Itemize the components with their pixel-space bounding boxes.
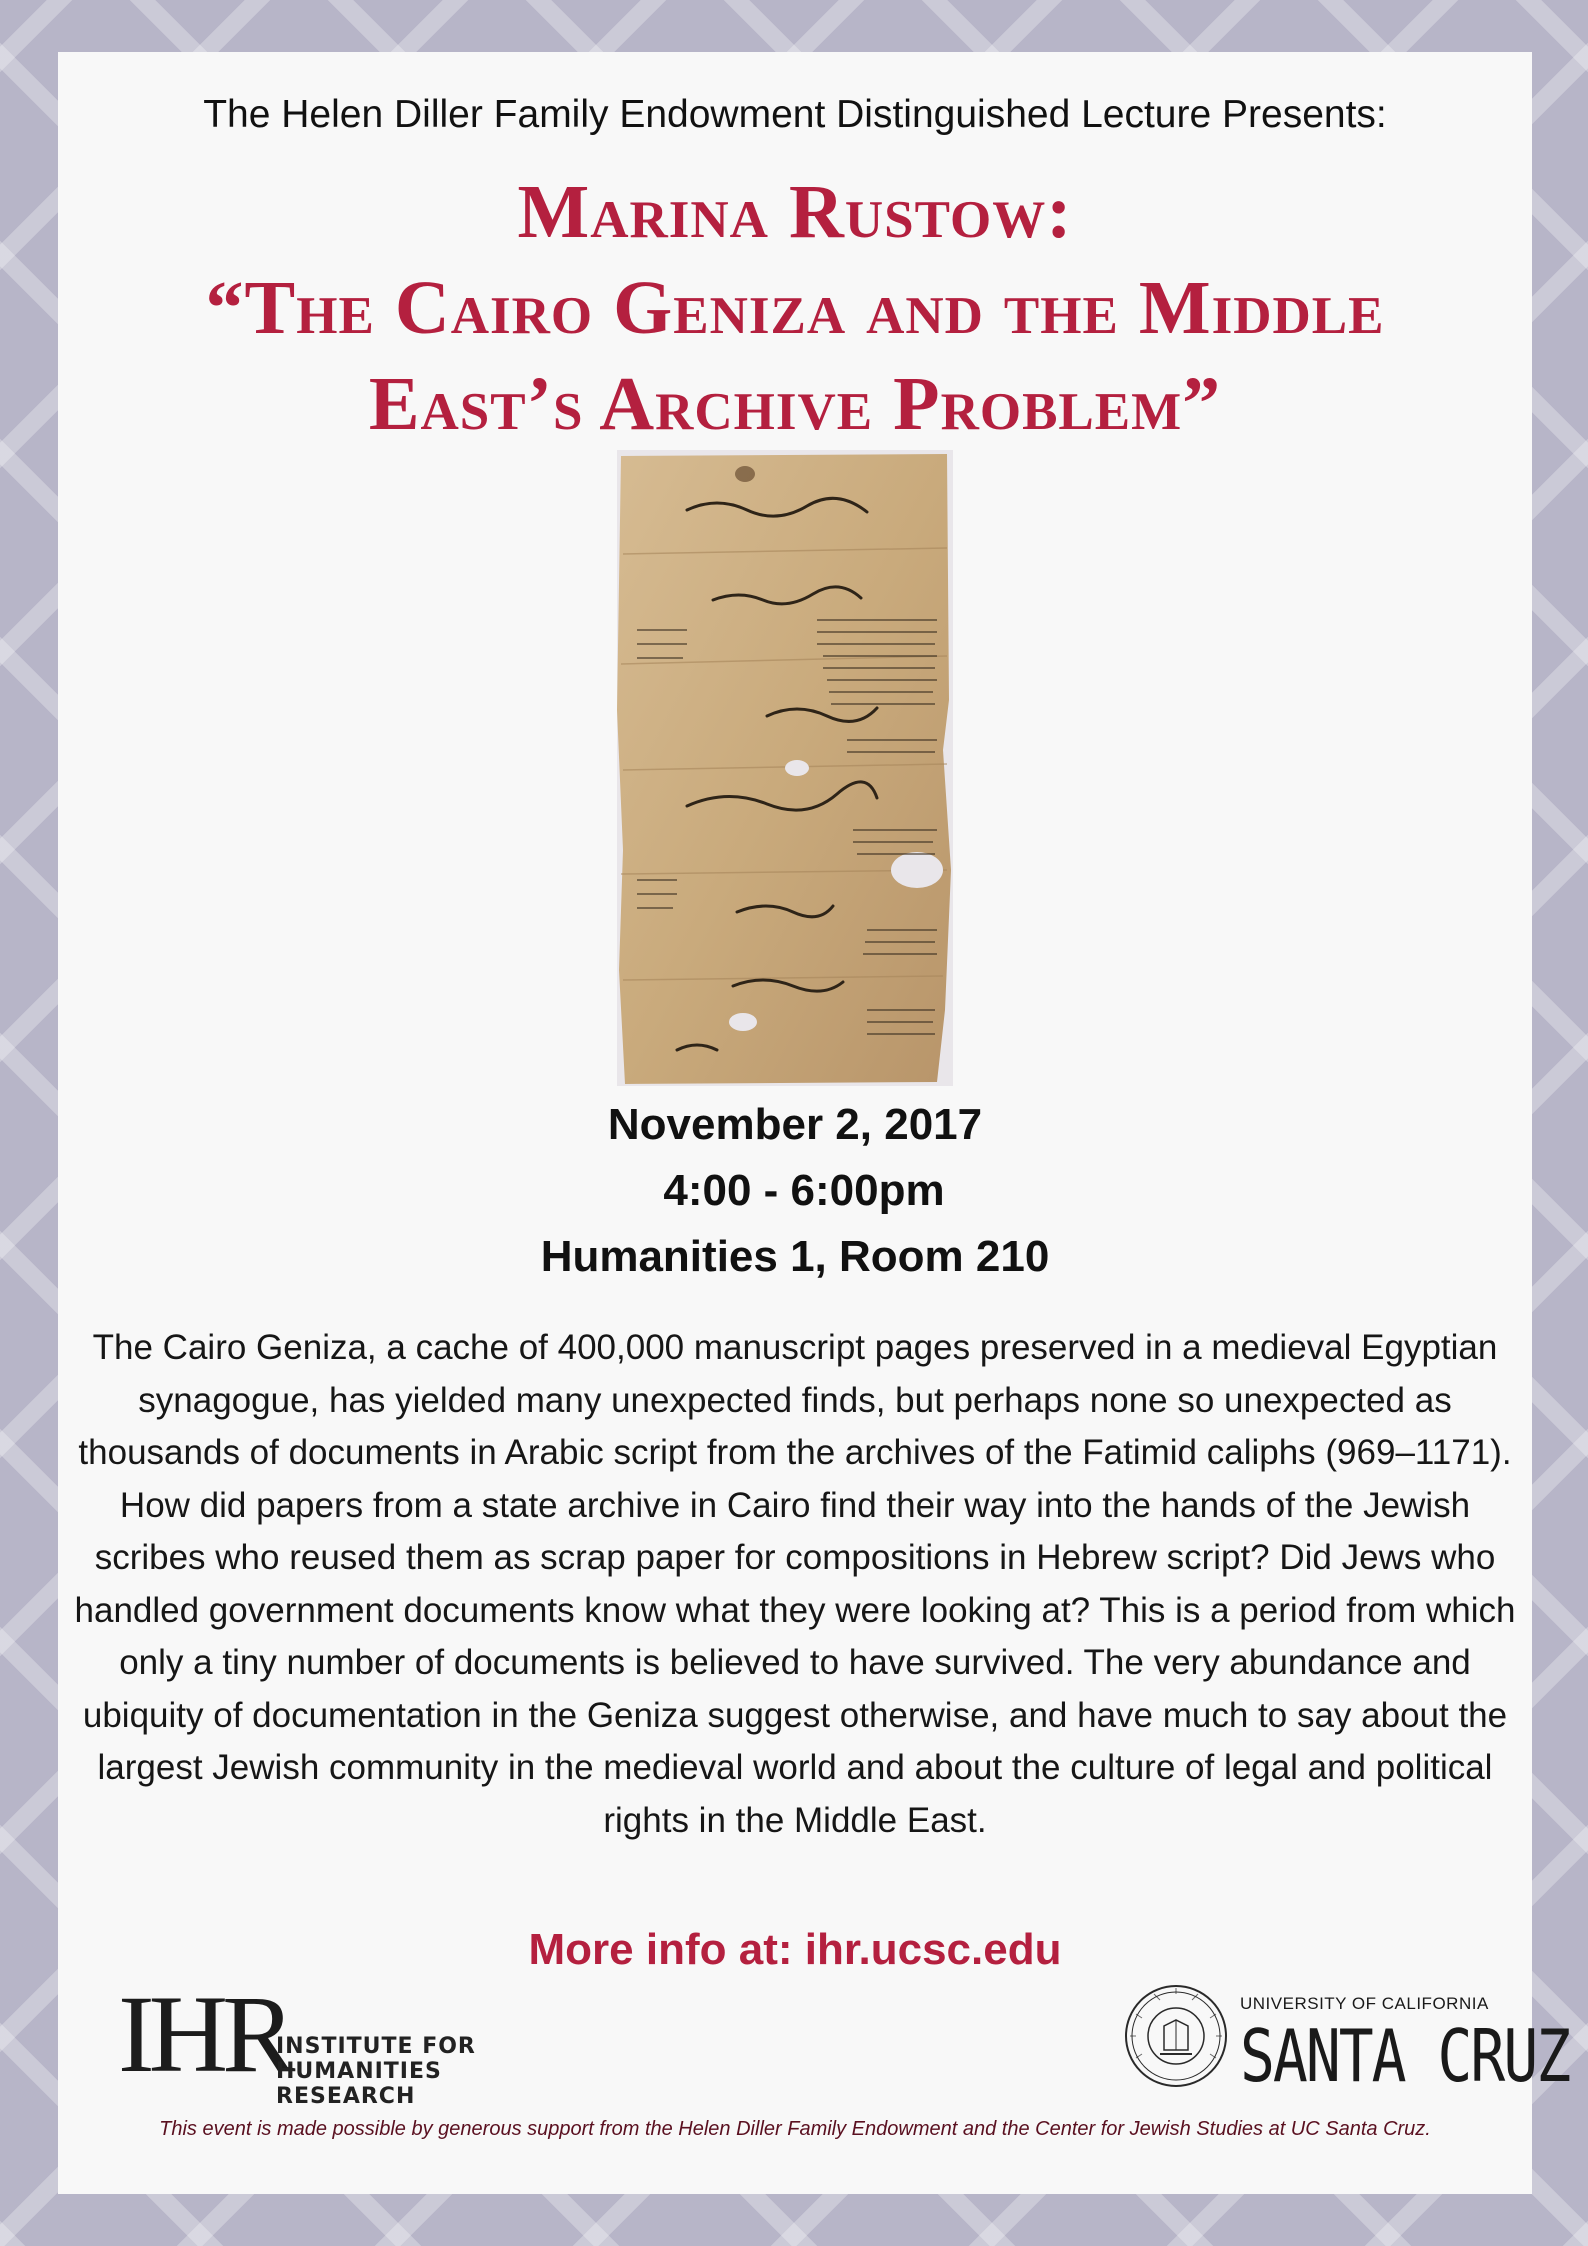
ucsc-logo-top-text: UNIVERSITY OF CALIFORNIA xyxy=(1240,1994,1489,2013)
poster-panel xyxy=(58,52,1570,2194)
title-line-speaker: Marina Rustow: xyxy=(517,170,1073,254)
uc-seal-icon xyxy=(1124,1984,1228,2088)
title-line-3: East’s Archive Problem” xyxy=(368,362,1222,446)
lecture-abstract: The Cairo Geniza, a cache of 400,000 manuscript pages preserved in a medieval Egyptian synagogue, has yielded many unexpected finds, but perhaps none so unexpected as thousands of documents in Arabic script from the archives of the Fatimid caliphs (969–1171). How did papers from a state archive in Cairo find their way into the hands of the Jewish scribes who reused them as scrap paper for compositions in Hebrew script? Did Jews who handled government documents know what they were looking at? This is a period from which only a tiny number of documents is believed to have survived. The very abundance and ubiquity of documentation in the Geniza suggest otherwise, and have much to say about the largest Jewish community in the medieval world and about the culture of legal and political rights in the Middle East. xyxy=(74,1328,1516,1840)
ihr-logo-text xyxy=(276,2034,558,2109)
ihr-logo-line-2: HUMANITIES RESEARCH xyxy=(276,2059,442,2109)
sponsor-note: This event is made possible by generous support from the Helen Diller Family Endowment and the Center for Jewish Studies at UC Santa Cruz. xyxy=(159,2118,1431,2140)
title-line-2: “The Cairo Geniza and the Middle xyxy=(205,266,1385,350)
ihr-logo xyxy=(118,1973,558,2109)
event-date: November 2, 2017 xyxy=(607,1100,983,1149)
ucsc-logo-main-text: SANTA CRUZ xyxy=(1240,2013,1570,2099)
ihr-logo-mark: IHR xyxy=(118,1973,290,2095)
more-info-link[interactable]: More info at: ihr.ucsc.edu xyxy=(528,1925,1062,1974)
event-details xyxy=(58,1092,1532,1290)
event-time: 4:00 - 6:00pm xyxy=(663,1166,945,1215)
presenter-line: The Helen Diller Family Endowment Distinguished Lecture Presents: xyxy=(203,93,1387,136)
lecture-title xyxy=(58,164,1532,452)
ucsc-logo xyxy=(1124,1980,1570,2099)
ihr-logo-line-1: INSTITUTE FOR xyxy=(276,2034,476,2059)
event-location: Humanities 1, Room 210 xyxy=(540,1232,1050,1281)
manuscript-photo xyxy=(617,450,953,1086)
